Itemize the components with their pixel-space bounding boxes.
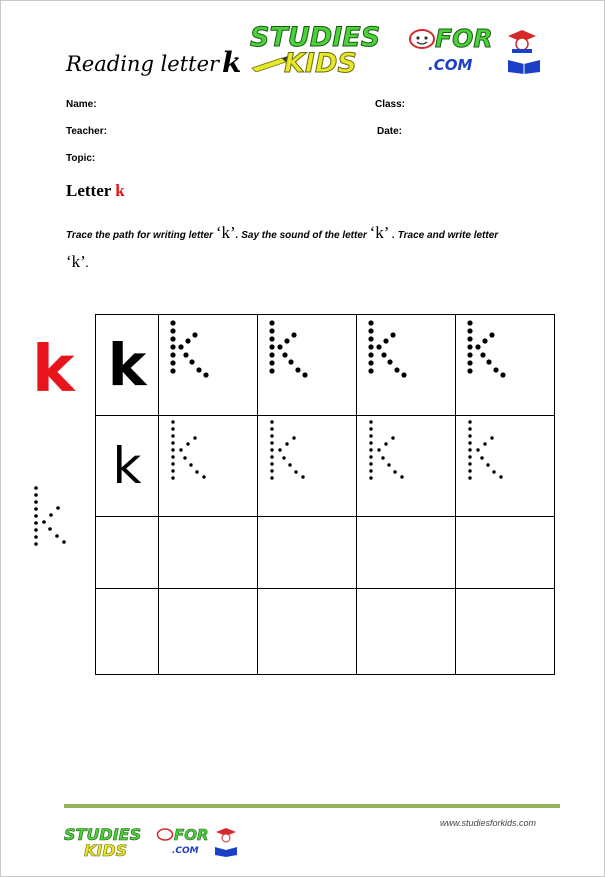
footer-logo-studies-text: STUDIES — [64, 825, 142, 844]
trace-cell[interactable] — [258, 315, 357, 416]
grid-row-bold — [96, 315, 555, 416]
instruction-text-4: . — [85, 259, 89, 270]
practice-grid — [95, 314, 555, 675]
write-cell[interactable] — [96, 517, 159, 589]
trace-cell[interactable] — [258, 416, 357, 517]
instruction-letter-1: ‘k’ — [215, 223, 236, 242]
dotted-letter-thin — [159, 416, 257, 511]
grid-row-thin — [96, 416, 555, 517]
logo-com-text: .COM — [428, 56, 473, 74]
dotted-letter-bold — [258, 315, 356, 410]
book-icon — [506, 56, 542, 74]
write-cell[interactable] — [456, 589, 555, 675]
class-label: Class: — [375, 99, 406, 110]
footer-logo-for-text: FOR — [174, 826, 209, 844]
dotted-letter-bold — [159, 315, 257, 410]
instruction-letter-3: ‘k’ — [66, 252, 86, 271]
model-letter-thin: k — [96, 416, 159, 517]
model-letter-bold: k — [96, 315, 159, 416]
dotted-letter-thin — [456, 416, 554, 511]
footer-logo — [64, 825, 254, 861]
teacher-label: Teacher: — [66, 126, 107, 137]
footer-url[interactable]: www.studiesforkids.com — [440, 818, 537, 828]
side-dotted-letter — [30, 484, 74, 550]
trace-cell[interactable] — [159, 315, 258, 416]
footer-face-icon — [156, 828, 174, 841]
trace-cell[interactable] — [159, 416, 258, 517]
write-cell[interactable] — [96, 589, 159, 675]
date-label: Date: — [377, 126, 403, 137]
section-letter: k — [115, 181, 125, 200]
topic-label: Topic: — [66, 153, 96, 164]
dotted-letter-thin — [357, 416, 455, 511]
dotted-letter-bold — [357, 315, 455, 410]
write-cell[interactable] — [159, 517, 258, 589]
instruction-text-2: . Say the sound of the letter — [235, 230, 370, 241]
footer-divider — [64, 804, 560, 808]
section-heading — [66, 181, 125, 201]
footer-book-icon — [214, 845, 238, 857]
dotted-letter-thin — [258, 416, 356, 511]
instruction-text-3: . Trace and write letter — [389, 230, 499, 241]
trace-cell[interactable] — [357, 416, 456, 517]
name-label: Name: — [66, 99, 97, 110]
footer-logo-kids-text: KIDS — [84, 841, 128, 860]
write-cell[interactable] — [258, 517, 357, 589]
grid-row-empty — [96, 589, 555, 675]
graduate-icon — [504, 28, 540, 54]
trace-cell[interactable] — [456, 315, 555, 416]
trace-cell[interactable] — [357, 315, 456, 416]
logo-studies-text: STUDIES — [250, 22, 381, 53]
logo-for-text: FOR — [435, 24, 493, 53]
write-cell[interactable] — [357, 517, 456, 589]
write-cell[interactable] — [456, 517, 555, 589]
grid-row-empty — [96, 517, 555, 589]
page-title-letter: k — [222, 46, 242, 79]
instruction-letter-2: ‘k’ — [369, 223, 390, 242]
face-icon — [408, 28, 436, 50]
instructions — [66, 220, 566, 278]
logo-kids-text: KIDS — [284, 48, 357, 79]
page-title: Reading letter — [66, 52, 220, 76]
write-cell[interactable] — [357, 589, 456, 675]
write-cell[interactable] — [258, 589, 357, 675]
section-label: Letter — [66, 181, 111, 200]
footer-graduate-icon — [214, 827, 238, 845]
instruction-text-1: Trace the path for writing letter — [66, 230, 216, 241]
write-cell[interactable] — [159, 589, 258, 675]
studies-for-kids-logo — [250, 22, 550, 80]
side-red-letter: k — [32, 333, 75, 407]
dotted-letter-bold — [456, 315, 554, 410]
trace-cell[interactable] — [456, 416, 555, 517]
footer-logo-com-text: .COM — [172, 846, 199, 856]
